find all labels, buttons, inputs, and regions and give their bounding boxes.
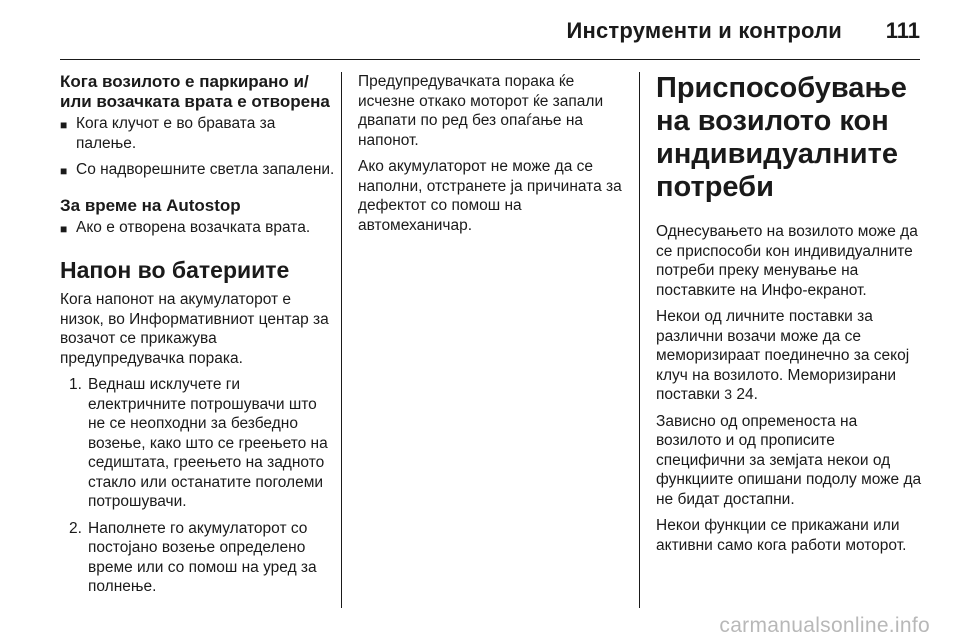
column-divider (341, 72, 342, 608)
page-reference-link[interactable]: 24. (736, 386, 758, 403)
heading-vehicle-parked: Кога возилото е паркирано и/или возачката врата е отворена (60, 72, 330, 111)
list-item (60, 160, 336, 182)
section-title-battery-voltage: Напон во батериите (60, 257, 290, 283)
warning-disappear-paragraph: Предупредувачката порака ќе исчезне откако моторот ќе запали двапати по ред без опаѓање на напонот. (358, 73, 604, 149)
list-item-text: Кога клучот е во бравата за палење. (76, 115, 276, 152)
personalization-intro-paragraph: Однесувањето на возилото може да се приспособи кон индивидуалните потреби преку менување на поставките на Инфо-екранот. (656, 223, 918, 299)
bullet-square-icon: ■ (60, 164, 68, 178)
equipment-dependence-paragraph: Зависно од опременоста на возилото и од прописите специфични за земјата некои од функциите опишани подолу може да не бидат достапни. (656, 412, 922, 508)
column-left (60, 72, 336, 604)
memorized-settings-paragraph (656, 307, 926, 405)
list-item-text: Со надворешните светла запалени. (76, 161, 335, 178)
list-item (60, 114, 336, 153)
numbered-step (60, 519, 336, 597)
step-text: Веднаш исклучете ги електричните потрошувачи што не се неопходни за безбедно возење, како што се греењето на седиштата, греењето на задното стакло или останатите поголеми потрошувачи. (88, 376, 328, 510)
section-title-personalization: Приспособување на возилото кон индивидуалните потреби (656, 72, 907, 203)
list-item-text: Ако е отворена возачката врата. (76, 218, 311, 236)
step-number: 2. (69, 519, 82, 537)
battery-fault-paragraph: Ако акумулаторот не може да се наполни, отстранете ја причината за дефектот со помош на автомеханичар. (358, 158, 622, 234)
list-item (60, 218, 336, 240)
numbered-step (60, 375, 336, 512)
column-right (656, 72, 926, 562)
memorized-settings-text: Некои од личните поставки за различни возачи може да се меморизираат поединечно за секој клуч на возилото. Меморизирани поставки (656, 308, 910, 403)
header-title: Инструменти и контроли (566, 18, 842, 43)
heading-autostop: За време на Autostop (60, 195, 241, 215)
watermark: carmanualsonline.info (719, 614, 930, 637)
engine-running-paragraph: Некои функции се прикажани или активни само кога работи моторот. (656, 517, 907, 554)
header-rule (60, 59, 920, 60)
step-number: 1. (69, 376, 82, 393)
page-number: 111 (885, 18, 920, 43)
step-text: Наполнете го акумулаторот со постојано возење определено време или со помош на уред за полнење. (88, 519, 317, 595)
column-divider (639, 72, 640, 608)
bullet-square-icon: ■ (60, 221, 68, 236)
column-middle (358, 72, 626, 242)
page-header (0, 0, 960, 60)
page-reference-icon: 3 (724, 386, 733, 402)
bullet-square-icon: ■ (60, 118, 68, 132)
battery-intro-paragraph: Кога напонот на акумулаторот е низок, во Информативниот центар за возачот се прикажува предупредувачка порака. (60, 291, 329, 367)
